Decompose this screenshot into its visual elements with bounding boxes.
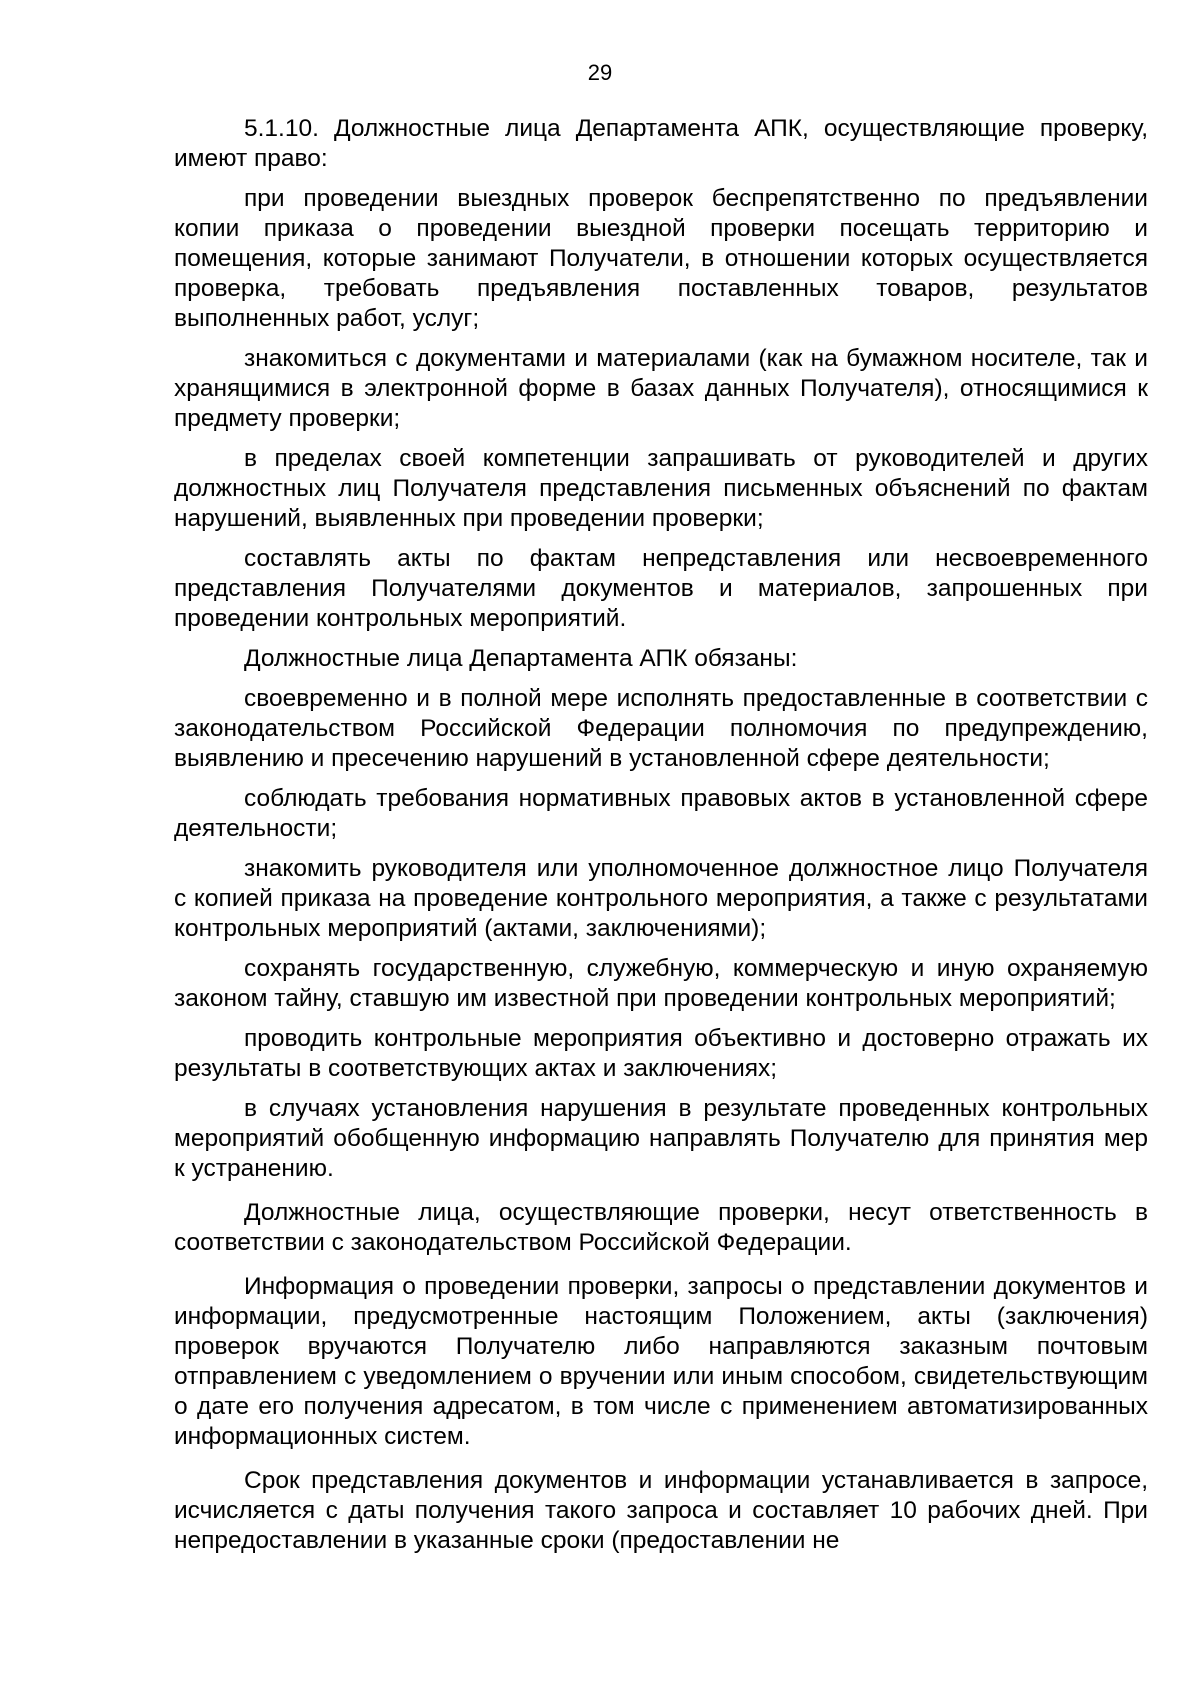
paragraph-liability: Должностные лица, осуществляющие проверки, несут ответственность в соответствии с законодательством Российской Федерации. <box>174 1199 1148 1256</box>
page-number: 29 <box>587 60 613 85</box>
paragraph-duty-comply-requirements: соблюдать требования нормативных правовых актов в установленной сфере деятельности; <box>174 785 1148 842</box>
paragraph-5-1-10-intro: 5.1.10. Должностные лица Департамента АПК, осуществляющие проверку, имеют право: <box>174 115 1148 172</box>
paragraph-duty-exercise-powers: своевременно и в полной мере исполнять предоставленные в соответствии с законодательством Российской Федерации полномочия по предупреждению, выявлению и пресечению нарушений в установленной сфере деятельности; <box>174 685 1148 772</box>
paragraph-right-draw-up-acts: составлять акты по фактам непредставления или несвоевременного представления Получателями документов и материалов, запрошенных при проведении контрольных мероприятий. <box>174 545 1148 632</box>
paragraph-right-field-inspection: при проведении выездных проверок беспрепятственно по предъявлении копии приказа о проведении выездной проверки посещать территорию и помещения, которые занимают Получатели, в отношении которых осуществляется проверка, требовать предъявления поставленных товаров, результатов выполненных работ, услуг; <box>174 185 1148 332</box>
paragraph-duty-keep-secrets: сохранять государственную, служебную, коммерческую и иную охраняемую законом тайну, ставшую им известной при проведении контрольных мероприятий; <box>174 955 1148 1012</box>
paragraph-submission-deadline: Срок представления документов и информации устанавливается в запросе, исчисляется с даты получения такого запроса и составляет 10 рабочих дней. При непредоставлении в указанные сроки (предоставлении не <box>174 1467 1148 1554</box>
paragraph-duty-send-summary: в случаях установления нарушения в результате проведенных контрольных мероприятий обобщенную информацию направлять Получателю для принятия мер к устранению. <box>174 1095 1148 1182</box>
paragraph-right-request-explanations: в пределах своей компетенции запрашивать от руководителей и других должностных лиц Получателя представления письменных объяснений по фактам нарушений, выявленных при проведении проверки; <box>174 445 1148 532</box>
paragraph-duties-intro: Должностные лица Департамента АПК обязаны: <box>244 645 798 672</box>
paragraph-delivery-of-documents: Информация о проведении проверки, запросы о представлении документов и информации, предусмотренные настоящим Положением, акты (заключения) проверок вручаются Получателю либо направляются заказным почтовым отправлением с уведомлением о вручении или иным способом, свидетельствующим о дате его получения адресатом, в том числе с применением автоматизированных информационных систем. <box>174 1273 1148 1450</box>
paragraph-duty-acquaint-head: знакомить руководителя или уполномоченное должностное лицо Получателя с копией приказа на проведение контрольного мероприятия, а также с результатами контрольных мероприятий (актами, заключениями); <box>174 855 1148 942</box>
document-body <box>174 114 1148 1566</box>
paragraph-duty-objective-control: проводить контрольные мероприятия объективно и достоверно отражать их результаты в соответствующих актах и заключениях; <box>174 1025 1148 1082</box>
paragraph-right-review-documents: знакомиться с документами и материалами (как на бумажном носителе, так и хранящимися в электронной форме в базах данных Получателя), относящимися к предмету проверки; <box>174 345 1148 432</box>
